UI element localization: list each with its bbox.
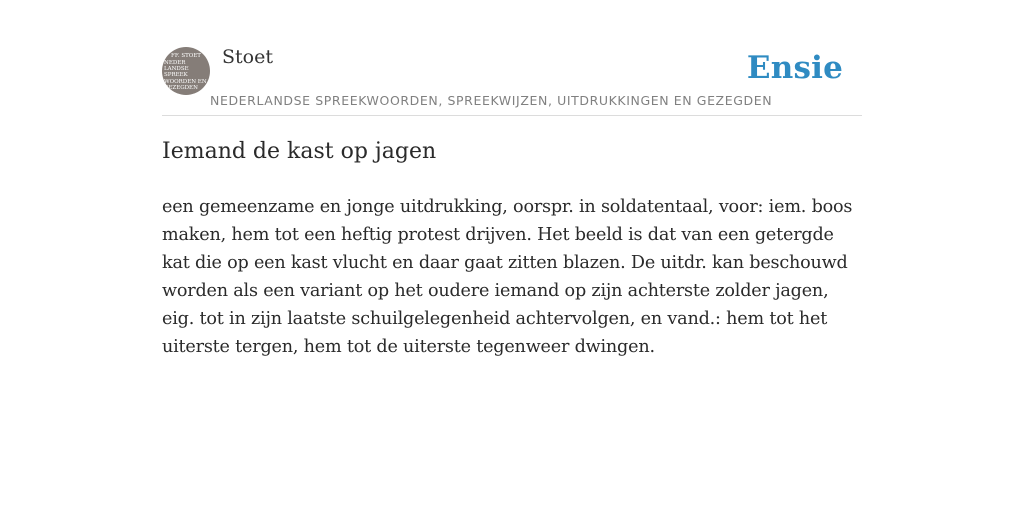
entry-definition: een gemeenzame en jonge uitdrukking, oorspr. in soldatentaal, voor: iem. boos maken, hem tot een heftig protest drijven. Het beeld is dat van een getergde kat die op een kast vlucht en daar gaat zitten blazen. De uitdr. kan beschouwd worden als een variant op het oudere iemand op zijn achterste zolder jagen, eig. tot in zijn laatste schuilgelegenheid achtervolgen, en vand.: hem tot het uiterste tergen, hem tot de uiterste tegenweer dwingen. xyxy=(162,197,853,357)
entry-headword: Iemand de kast op jagen xyxy=(162,139,437,164)
source-title[interactable]: NEDERLANDSE SPREEKWOORDEN, SPREEKWIJZEN, UITDRUKKINGEN EN GEZEGDEN xyxy=(210,93,773,108)
avatar-top-text: FF. STOET xyxy=(171,53,201,59)
author-name[interactable]: Stoet xyxy=(222,46,273,68)
author-avatar[interactable] xyxy=(162,47,210,95)
avatar-cover-text: NEDER LANDSE SPREEK WOORDEN EN GEZEGDEN xyxy=(164,60,207,91)
brand-logo[interactable]: Ensie xyxy=(746,50,843,86)
header-divider xyxy=(162,115,862,116)
